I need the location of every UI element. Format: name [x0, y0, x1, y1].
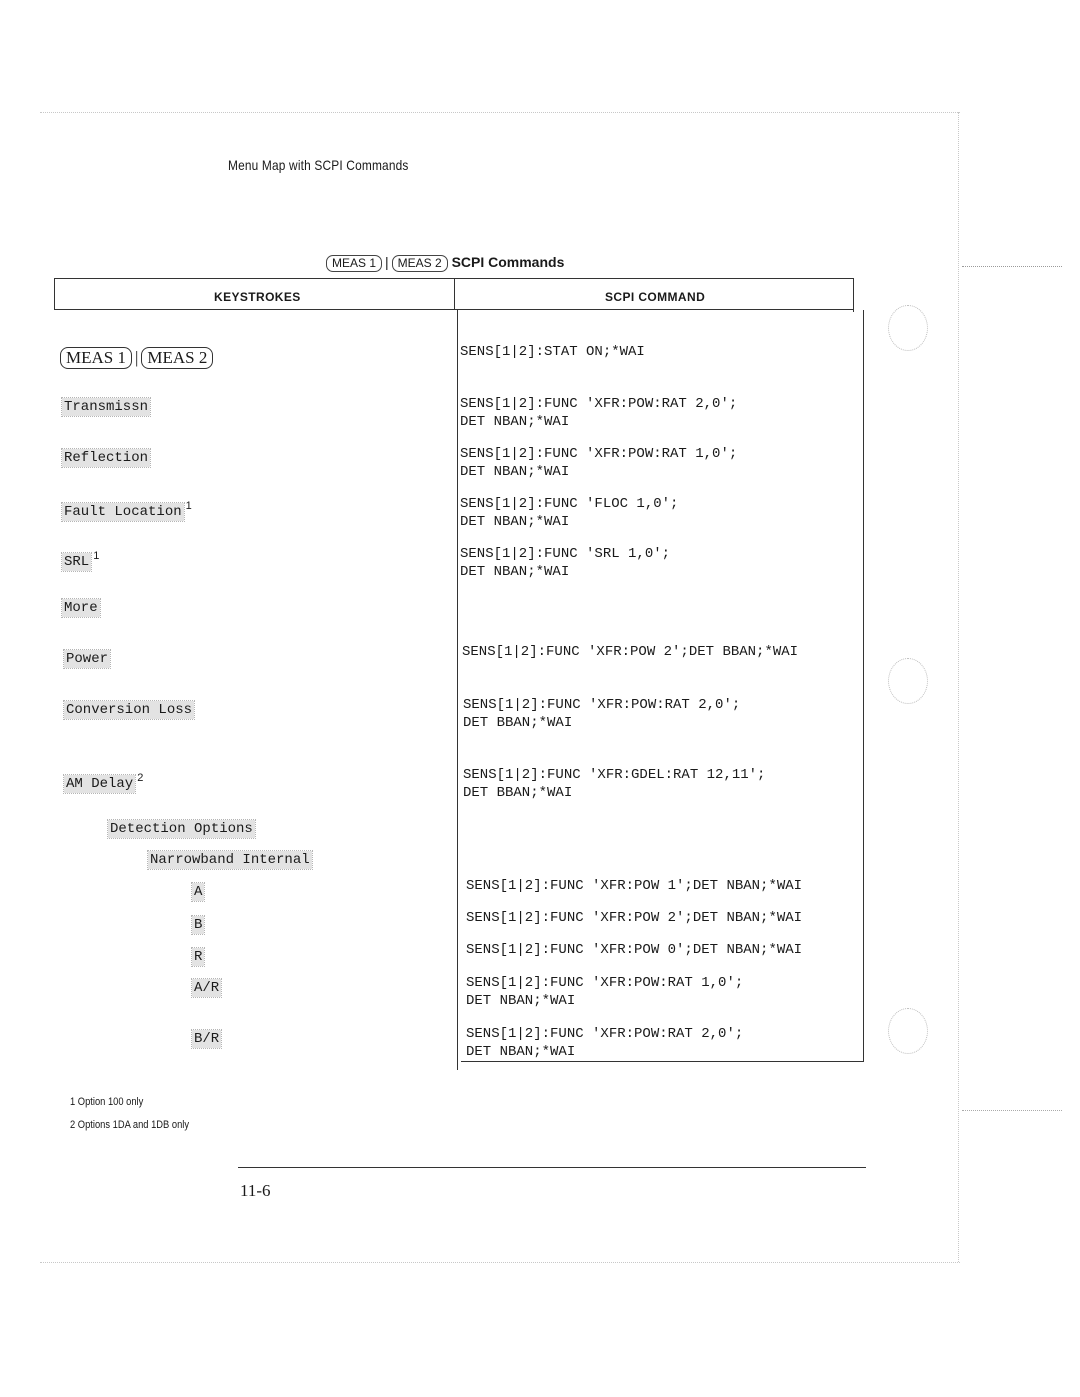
right-border [863, 310, 864, 1062]
command-b-over-r [466, 1025, 743, 1061]
softkey-label: Detection Options [110, 821, 253, 837]
command-line: SENS[1|2]:FUNC 'XFR:POW 2';DET NBAN;*WAI [466, 910, 803, 926]
command-line: SENS[1|2]:STAT ON;*WAI [460, 344, 645, 360]
command-am-delay [463, 766, 765, 802]
command-transmissn [460, 395, 737, 431]
command-line: DET BBAN;*WAI [463, 785, 573, 801]
column-divider [457, 310, 458, 1070]
keystroke-narrowband-internal [148, 852, 312, 868]
page-edge-right [958, 112, 959, 1262]
keystroke-power [64, 651, 110, 667]
softkey-label: Narrowband Internal [150, 852, 310, 868]
running-header: Menu Map with SCPI Commands [228, 157, 409, 173]
footnote-2: 2 Options 1DA and 1DB only [70, 1119, 190, 1131]
table-title-text: SCPI Commands [451, 254, 565, 270]
footnote-ref: 1 [185, 500, 192, 512]
command-a [466, 877, 802, 895]
command-line: DET NBAN;*WAI [460, 514, 570, 530]
punch-hole [888, 658, 928, 704]
scan-mark [962, 266, 1062, 267]
command-power [462, 643, 798, 661]
command-line: SENS[1|2]:FUNC 'XFR:POW:RAT 2,0'; [466, 1026, 744, 1042]
command-reflection [460, 445, 737, 481]
footnote-ref: 1 [93, 550, 100, 562]
command-line: DET BBAN;*WAI [463, 715, 573, 731]
keystroke-reflection [62, 450, 150, 466]
softkey-label: AM Delay [66, 775, 134, 792]
command-stat-on [460, 343, 645, 361]
softkey-label: Fault Location [64, 503, 182, 520]
page-edge-bottom [40, 1262, 960, 1263]
command-line: SENS[1|2]:FUNC 'XFR:POW 2';DET BBAN;*WAI [462, 644, 799, 660]
left-border [54, 278, 55, 310]
command-line: DET NBAN;*WAI [466, 993, 576, 1009]
footnote-1: 1 Option 100 only [70, 1096, 144, 1108]
table-title [326, 254, 564, 272]
header-right-edge [853, 278, 854, 312]
column-header-keystrokes: KEYSTROKES [214, 290, 301, 304]
column-divider-head [454, 278, 455, 310]
keystroke-more [62, 600, 100, 616]
command-line: SENS[1|2]:FUNC 'XFR:POW 1';DET NBAN;*WAI [466, 878, 803, 894]
keystroke-b [192, 917, 204, 933]
punch-hole [888, 305, 928, 351]
page-number: 11-6 [240, 1181, 271, 1200]
softkey-label: Reflection [64, 450, 149, 466]
column-header-scpi: SCPI COMMAND [605, 290, 706, 304]
command-line: DET NBAN;*WAI [460, 414, 570, 430]
command-conversion-loss [463, 696, 740, 732]
command-line: SENS[1|2]:FUNC 'XFR:POW:RAT 1,0'; [466, 975, 744, 991]
command-line: DET NBAN;*WAI [460, 564, 570, 580]
keystroke-a [192, 884, 204, 900]
softkey-label: Transmissn [64, 399, 149, 415]
keystroke-b-over-r [192, 1031, 221, 1047]
softkey-label: B [194, 917, 203, 933]
softkey-label: B/R [194, 1031, 220, 1047]
key-separator: | [134, 348, 139, 367]
key-separator: | [385, 254, 389, 270]
command-line: SENS[1|2]:FUNC 'XFR:POW 0';DET NBAN;*WAI [466, 942, 803, 958]
footer-rule [238, 1167, 866, 1168]
footnote-ref: 2 [137, 772, 144, 784]
softkey-label: SRL [64, 553, 90, 570]
page-edge-top [40, 112, 960, 113]
keystroke-srl [62, 550, 99, 570]
softkey-label: More [64, 600, 98, 616]
command-a-over-r [466, 974, 743, 1010]
softkey-label: A/R [194, 980, 220, 996]
command-line: SENS[1|2]:FUNC 'FLOC 1,0'; [460, 496, 679, 512]
keystroke-am-delay [64, 772, 143, 792]
command-line: DET NBAN;*WAI [460, 464, 570, 480]
command-srl [460, 545, 670, 581]
softkey-label: Conversion Loss [66, 702, 193, 718]
softkey-label: A [194, 884, 203, 900]
punch-hole [888, 1008, 928, 1054]
meas1-key: MEAS 1 [326, 255, 382, 272]
command-fault-location [460, 495, 678, 531]
keystroke-transmissn [62, 399, 150, 415]
command-line: SENS[1|2]:FUNC 'SRL 1,0'; [460, 546, 671, 562]
meas1-key: MEAS 1 [60, 347, 132, 369]
keystroke-fault-location [62, 500, 192, 520]
keystroke-r [192, 949, 204, 965]
command-line: DET NBAN;*WAI [466, 1044, 576, 1060]
table-bottom-rule [461, 1061, 864, 1062]
scan-mark [962, 1110, 1062, 1111]
command-r [466, 941, 802, 959]
keystroke-conversion-loss [64, 702, 194, 718]
command-b [466, 909, 802, 927]
keystroke-a-over-r [192, 980, 221, 996]
keystroke-meas-keys [60, 347, 213, 369]
meas2-key: MEAS 2 [392, 255, 448, 272]
command-line: SENS[1|2]:FUNC 'XFR:POW:RAT 2,0'; [460, 396, 738, 412]
keystroke-detection-options [108, 821, 255, 837]
command-line: SENS[1|2]:FUNC 'XFR:POW:RAT 1,0'; [460, 446, 738, 462]
softkey-label: Power [66, 651, 109, 667]
command-line: SENS[1|2]:FUNC 'XFR:GDEL:RAT 12,11'; [463, 767, 766, 783]
softkey-label: R [194, 949, 203, 965]
meas2-key: MEAS 2 [141, 347, 213, 369]
command-line: SENS[1|2]:FUNC 'XFR:POW:RAT 2,0'; [463, 697, 741, 713]
